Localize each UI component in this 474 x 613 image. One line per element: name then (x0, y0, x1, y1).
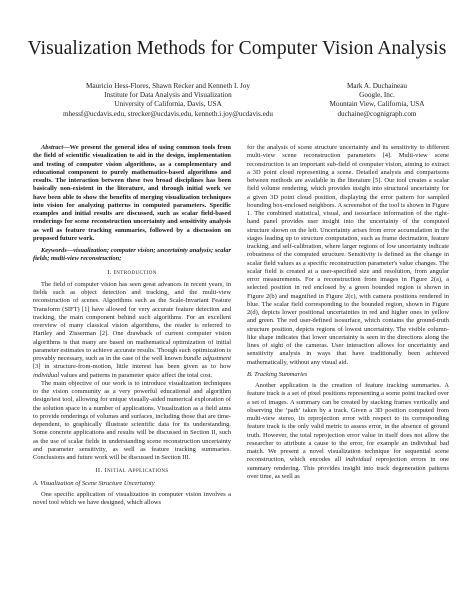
paper-title: Visualization Methods for Computer Vision Analysis (27, 38, 447, 59)
abstract-text: —We present the general idea of using common tools from the field of scientific visualization to aid in the design, implementation and testing of computer vision algorithms, as a complementary and educational component to purely mathematics-based algorithms and results. The interaction between these two broad disciplines has been basically non-existent in the literature, and through initial work we have been able to show the benefits of merging visualization techniques into vision for analyzing patterns in computed parameters. Specific examples and initial results are discussed, such as scalar field-based renderings for scene reconstruction uncertainty and sensitivity analysis as well as feature tracking summaries, followed by a discussion on proposed future work. (33, 144, 231, 242)
tracking-text: reprojection errors in one summary rendering. This provides insight into track degeneration patterns over time, as well as (247, 456, 449, 480)
intro-paragraph-1 (33, 281, 231, 380)
intro-text: values and patterns in parameter space affect the total cost. (60, 371, 213, 379)
subsection-heading-uncertainty: A. Visualization of Scene Structure Uncertainty (33, 479, 155, 487)
emphasis-text: bundle adjustment (183, 355, 232, 362)
left-column (33, 144, 231, 507)
section-heading-applications: II. Initial Applications (95, 467, 169, 475)
abstract-label: Abstract (41, 144, 64, 151)
keywords-text: —visualization; computer vision; uncertainty analysis; scalar fields; multi-view reconstruction; (33, 247, 231, 263)
emphasis-text: individual (345, 456, 372, 464)
keywords-label: Keywords (41, 247, 67, 254)
author-organization: University of California, Davis, USA (114, 100, 222, 109)
intro-paragraph-2: The main objective of our work is to introduce visualization techniques to the vision community as a very powerful educational and algorithm design/test tool, allowing for unique visually-aided numerical exploration of the solution space in a number of applications. Visualization as a field aims to provide renderings of volumes and surfaces, including those that are time-dependent, to graphically illustrate scientific data for its understanding. Some concrete applications and results will be discussed in Section II, such as the use of scalar fields in understanding scene reconstruction uncertainty and parameter sensitivity, as well as feature tracking summaries. Conclusions and future work will be discussed in Section III. (33, 379, 231, 461)
author-email: mhessf@ucdavis.edu, strecker@ucdavis.edu, kenneth.i.joy@ucdavis.edu (62, 109, 274, 118)
intro-text: [3] in structure-from-motion, little interest has been given as to how (33, 363, 231, 371)
author-block-2 (302, 82, 452, 119)
emphasis-text: individual (33, 371, 60, 379)
section-heading-introduction: I. Introduction (107, 268, 157, 276)
author-affiliation: Institute for Data Analysis and Visualization (104, 91, 232, 100)
author-names: Mauricio Hess-Flores, Shawn Recker and Kenneth I. Joy (86, 82, 250, 90)
tracking-paragraph-1 (247, 382, 449, 481)
applications-paragraph-1: One specific application of visualization in computer vision involves a novel tool which we have designed, which allows (33, 490, 231, 506)
author-affiliation: Google, Inc. (359, 91, 395, 100)
author-names: Mark A. Duchaineau (346, 82, 408, 90)
abstract (33, 144, 231, 243)
tracking-text: Another application is the creation of feature tracking summaries. A feature track is a set of pixel positions representing a scene point tracked over a set of images. A summary can be created by stacking frames vertically and observing the ‘path’ taken by a track. Given a 3D position computed from multi-view stereo, its reprojection error with respect to its corresponding feature track is the only valid metric to assess error, in the absence of ground truth. However, the total reprojection error value in itself does not allow the researcher to attribute a cause to the error, for example an individual bad match. We present a novel visualization technique for sequential scene reconstruction, which encodes all (247, 382, 449, 464)
subsection-heading-tracking: B. Tracking Summaries (247, 370, 308, 378)
author-block-1 (38, 82, 298, 119)
intro-text: The field of computer vision has seen great advances in recent years, in fields such as object detection and tracking, and the multi-view reconstruction of scenes. Algorithms such as the Scale-Invariant Feature Transform (SIFT) [1] have allowed for very accurate feature detection and tracking, the main component behind such algorithms. For an excellent overview of many classical vision algorithms, the reader is referred to Hartley and Zisserman [2]. One drawback of current computer vision algorithms is that many are based on mathematical optimization of initial parameter estimates to achieve accurate results. Though such optimization is provably necessary, such as in the case of the well known (33, 280, 231, 362)
keywords (33, 247, 231, 264)
uncertainty-paragraph: for the analysis of scene structure uncertainty and its sensitivity to different multi-view scene reconstruction parameters [4]. Multi-view scene reconstruction is an important sub-field of computer vision, aiming to extract a 3D point cloud representing a scene. Detailed analysis and comparisons between methods are available in the literature [5]. Our tool creates a scalar field volume rendering, which provides insight into structural uncertainty for a given 3D point cloud position, displaying the error pattern for sampled bounding box-enclosed neighbors. A screenshot of the tool is shown in Figure 1. The combined statistical, visual, and isosurface information of the right-hand panel provides user insight into the uncertainty of the computed structure shown on the left. Uncertainty arises from error accumulation in the stages leading up to structure computation, such as frame decimation, feature tracking, and self-calibration, where larger regions of low uncertainty indicate robustness of the computed structure. Sensitivity is defined as the change in scalar field values as a specific reconstruction parameter's value changes. The scalar field is created at a user-specified size and resolution, from angular error measurements. For a reconstruction from images in Figure 2(a), a selected position in red enclosed by a green bounded region is shown in Figure 2(b) and magnified in Figure 2(c), with camera positions rendered in blue. The scalar field corresponding to the bounded region, shown in Figure 2(d), depicts lower positional uncertainties in red and higher ones in yellow and green. The red user-defined isosurface, which contains the ground-truth structure position, depicts regions of lowest uncertainty. The visible column-like shape indicates that lower uncertainty is seen in the directions along the lines of sight of the cameras. User interaction allows for uncertainty and sensitivity analysis in ways that have traditionally been achieved mathematically, without any visual aid. (247, 144, 449, 366)
author-email: duchaine@cognigraph.com (337, 109, 417, 118)
author-organization: Mountain View, California, USA (329, 100, 425, 109)
right-column (247, 144, 449, 481)
